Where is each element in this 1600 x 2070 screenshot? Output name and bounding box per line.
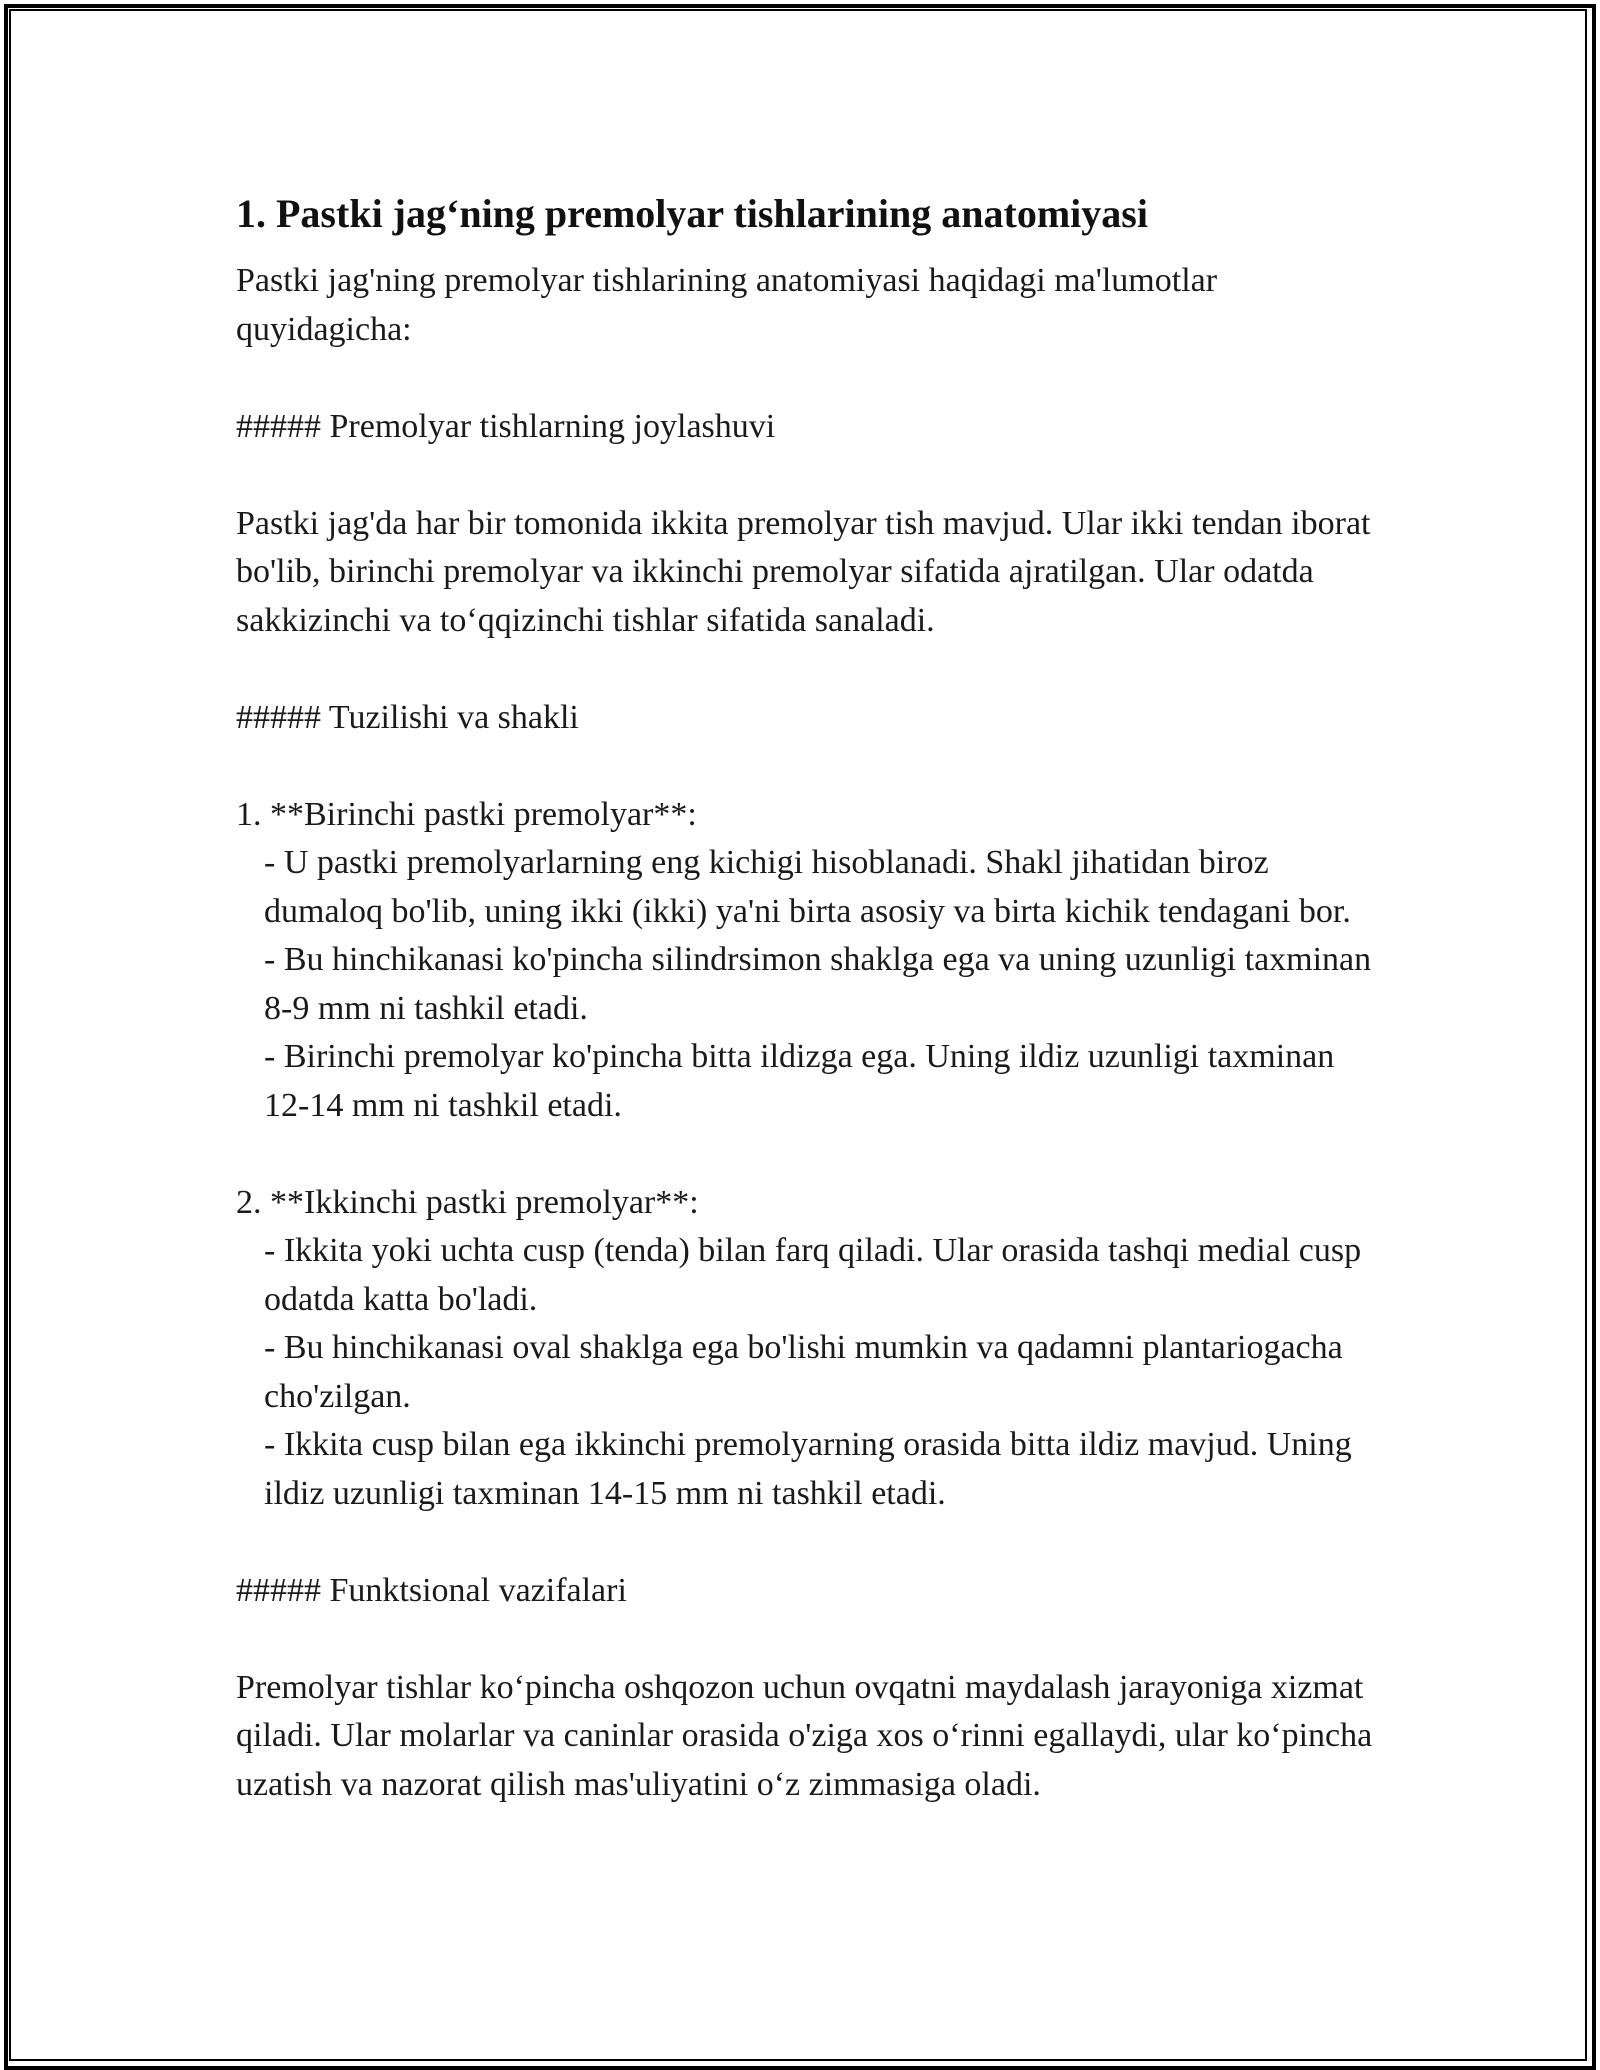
list-bullet: - U pastki premolyarlarning eng kichigi hisoblanadi. Shakl jihatidan biroz dumaloq bo'lib, uning ikki (ikki) ya'ni birta asosiy va birta kichik tendagani bor. <box>264 844 1351 930</box>
document-title: 1. Pastki jag‘ning premolyar tishlarining anatomiyasi <box>236 191 1148 236</box>
list-bullet: - Bu hinchikanasi ko'pincha silindrsimon shaklga ega va uning uzunligi taxminan 8-9 mm ni tashkil etadi. <box>264 941 1372 1027</box>
list-bullet: - Ikkita cusp bilan ega ikkinchi premolyarning orasida bitta ildiz mavjud. Uning ildiz uzunligi taxminan 14-15 mm ni tashkil etadi. <box>264 1426 1352 1512</box>
list-bullet: - Ikkita yoki uchta cusp (tenda) bilan farq qiladi. Ular orasida tashqi medial cusp odatda katta bo'ladi. <box>264 1232 1362 1318</box>
list-item-title: 1. **Birinchi pastki premolyar**: <box>236 795 697 833</box>
list-item-title: 2. **Ikkinchi pastki premolyar**: <box>236 1183 699 1221</box>
location-paragraph: Pastki jag'da har bir tomonida ikkita premolyar tish mavjud. Ular ikki tendan iborat bo'lib, birinchi premolyar va ikkinchi premolyar sifatida ajratilgan. Ular odatda sakkizinchi va to‘qqizinchi tishlar sifatida sanaladi. <box>236 504 1371 639</box>
section-heading-structure: ##### Tuzilishi va shakli <box>236 698 579 736</box>
list-bullet: - Birinchi premolyar ko'pincha bitta ildizga ega. Uning ildiz uzunligi taxminan 12-14 mm ni tashkil etadi. <box>264 1038 1335 1124</box>
list-item-first-premolar <box>236 791 1386 1131</box>
section-heading-function: ##### Funktsional vazifalari <box>236 1571 627 1609</box>
list-item-second-premolar <box>236 1179 1386 1519</box>
section-heading-location: ##### Premolyar tishlarning joylashuvi <box>236 407 776 445</box>
list-bullet: - Bu hinchikanasi oval shaklga ega bo'lishi mumkin va qadamni plantariogacha cho'zilgan. <box>264 1329 1343 1415</box>
function-paragraph: Premolyar tishlar ko‘pincha oshqozon uchun ovqatni maydalash jarayoniga xizmat qiladi. Ular molarlar va caninlar orasida o'ziga xos o‘rinni egallaydi, ular ko‘pincha uzatish va nazorat qilish mas'uliyatini o‘z zimmasiga oladi. <box>236 1668 1373 1803</box>
intro-paragraph: Pastki jag'ning premolyar tishlarining anatomiyasi haqidagi ma'lumotlar quyidagicha: <box>236 262 1218 348</box>
document-body <box>236 188 1386 1809</box>
